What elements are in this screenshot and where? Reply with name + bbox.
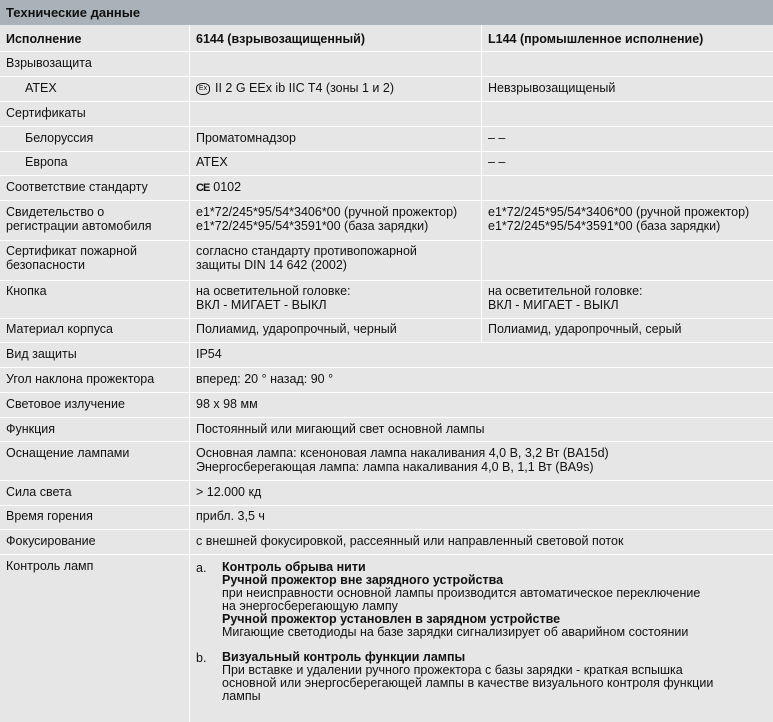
row-divider [0,480,773,481]
row-divider [0,175,773,176]
cell-line: e1*72/245*95/54*3406*00 (ручной прожектор) [488,205,750,219]
cell-value: Постоянный или мигающий свет основной лампы [196,422,485,436]
row-label: Угол наклона прожектора [6,372,155,386]
cell-line: согласно стандарту противопожарной [196,244,417,258]
row-divider [0,76,773,77]
ce-mark-icon: CE [196,182,210,194]
cell-text: 0102 [213,180,242,194]
list-marker: b. [196,651,207,665]
cell-value: > 12.000 кд [196,485,262,499]
cell-line: на осветительной головке: [488,284,643,298]
list-item [222,651,762,703]
row-label: Европа [25,155,68,169]
section-title: Технические данные [0,0,773,25]
item-text: основной или энергосберегающей лампы в качестве визуального контроля функции [222,676,714,690]
cell-6144 [196,206,486,233]
label-line: Сертификат пожарной [6,244,137,258]
cell-6144: ATEX [196,155,228,169]
cell-value: прибл. 3,5 ч [196,509,265,523]
item-text: При вставке и удалении ручного прожектора с базы зарядки - краткая вспышка [222,663,683,677]
row-divider [0,280,773,281]
cell-line: Энергосберегающая лампа: лампа накаливания 4,0 В, 1,1 Вт (BA9s) [196,459,594,474]
row-label: Белоруссия [25,131,94,145]
cell-6144: Проматомнадзор [196,131,296,145]
header-divider [0,51,773,52]
cell-value: вперед: 20 ° назад: 90 ° [196,372,334,386]
row-label: Контроль ламп [6,559,94,573]
column-divider [189,25,190,722]
cell-line: ВКЛ - МИГАЕТ - ВЫКЛ [488,297,619,312]
cell-6144: Полиамид, ударопрочный, черный [196,322,397,336]
item-title: Контроль обрыва нити [222,560,366,574]
row-divider [0,318,773,319]
row-divider [0,240,773,241]
header-6144: 6144 (взрывозащищенный) [196,32,365,46]
row-label: Фокусирование [6,534,96,548]
cell-value: IP54 [196,347,222,361]
row-divider [0,342,773,343]
row-label: Кнопка [6,284,47,298]
row-label: Функция [6,422,56,436]
header-l144: L144 (промышленное исполнение) [488,32,704,46]
row-label: Взрывозащита [6,56,92,70]
cell-l144: Полиамид, ударопрочный, серый [488,322,682,336]
row-label: Время горения [6,509,93,523]
ex-mark-icon: Ex [196,83,210,95]
cell-l144 [488,285,773,312]
row-divider [0,554,773,555]
row-divider [0,101,773,102]
row-label [6,206,186,233]
cell-value: с внешней фокусировкой, рассеянный или направленный световой поток [196,534,624,548]
list-marker: a. [196,561,207,575]
row-label: Соответствие стандарту [6,180,148,194]
item-text: при неисправности основной лампы производится автоматическое переключение [222,586,701,600]
row-label: Оснащение лампами [6,446,130,460]
row-divider [0,529,773,530]
item-text: лампы [222,689,261,703]
row-divider [0,441,773,442]
item-subtitle: Ручной прожектор вне зарядного устройства [222,573,504,587]
row-label: Вид защиты [6,347,77,361]
list-item [222,561,762,639]
row-label: Материал корпуса [6,322,114,336]
cell-6144 [196,181,486,196]
row-label: ATEX [25,81,57,95]
header-variant: Исполнение [6,32,82,46]
cell-l144 [488,206,773,233]
cell-text: II 2 G EEx ib IIC T4 (зоны 1 и 2) [215,81,394,95]
cell-line: Основная лампа: ксеноновая лампа накаливания 4,0 В, 3,2 Вт (BA15d) [196,446,609,460]
item-title: Визуальный контроль функции лампы [222,650,466,664]
cell-l144: Невзрывозащищеный [488,81,616,95]
item-text: на энергосберегающую лампу [222,599,398,613]
cell-value: 98 x 98 мм [196,397,258,411]
cell-line: e1*72/245*95/54*3591*00 (база зарядки) [196,218,429,233]
row-divider [0,126,773,127]
cell-value [196,447,771,474]
cell-line: e1*72/245*95/54*3591*00 (база зарядки) [488,218,721,233]
row-divider [0,367,773,368]
cell-6144 [196,82,486,96]
label-line: безопасности [6,257,86,272]
cell-l144: – – [488,131,506,145]
cell-l144: – – [488,155,506,169]
cell-6144 [196,245,486,272]
cell-line: ВКЛ - МИГАЕТ - ВЫКЛ [196,297,327,312]
row-divider [0,200,773,201]
row-label: Световое излучение [6,397,125,411]
row-divider [0,151,773,152]
item-subtitle: Ручной прожектор установлен в зарядном устройстве [222,612,561,626]
cell-line: защиты DIN 14 642 (2002) [196,257,347,272]
cell-line: на осветительной головке: [196,284,351,298]
cell-6144 [196,285,486,312]
row-divider [0,417,773,418]
label-line: Свидетельство о [6,205,105,219]
row-label: Сертификаты [6,106,86,120]
label-line: регистрации автомобиля [6,218,152,233]
item-text: Мигающие светодиоды на базе зарядки сигнализирует об аварийном состоянии [222,625,689,639]
row-label: Сила света [6,485,72,499]
cell-line: e1*72/245*95/54*3406*00 (ручной прожектор) [196,205,458,219]
row-label [6,245,186,272]
row-divider [0,392,773,393]
row-divider [0,505,773,506]
